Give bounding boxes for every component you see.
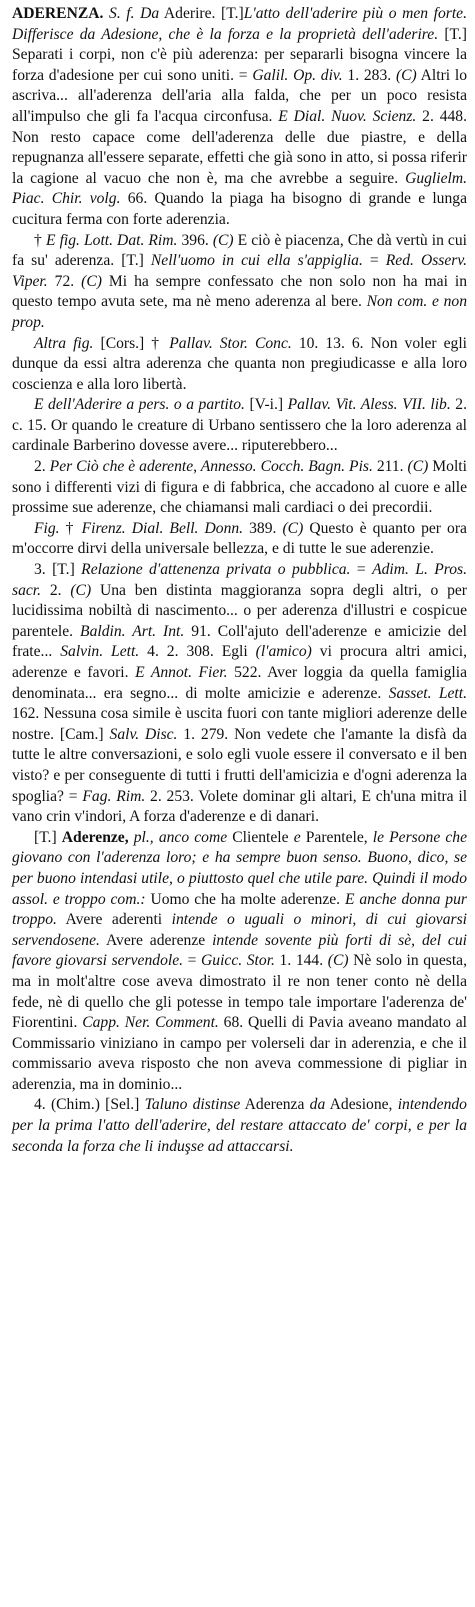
sense-3-paragraph: 3. [T.] Relazione d'attenenza privata o pubblica. = Adim. L. Pros. sacr. 2. (C) Una ben distinta maggioranza sopra degli altri, o per lucidissima nobiltà di nascimento... o per aderenza d'illustri e cospicue parentele. Baldin. Art. Int. 91. Coll'ajuto dell'aderenze e amicizie del frate... Salvin. Lett. 4. 2. 308. Egli (l'amico) vi procura altri amici, aderenze e favori. E Annot. Fier. 522. Aver loggia da quella famiglia denominata... era segno... di molte amicizie e aderenze. Sasset. Lett. 162. Nessuna cosa simile è uscita fuori con tante migliori aderenze delle nostre. [Cam.] Salv. Disc. 1. 279. Non vedete che l'amante la disfà da tutte le altre conversazioni, e solo egli vuole essere il conversato e il ben visto? e per conseguente di tutti i frutti dell'amicizia e d'ogni aderenza la spoglia? = Fag. Rim. 2. 253. Volete dominar gli altari, E ch'una mitra il vano crin v'indori, A forza d'aderenze e di danari. [12,561,468,826]
citation-source: Cocch. Bagn. Pis. [260,458,373,476]
citation-text: Non resto capace come dell'aderenza delle due piastre, e della repugnanza all'essere separate, effetti che già sono in atto, si possa riferir la cagione al vacuo che non è, ma che avrebbe a seguire. [12,128,467,187]
tag: [T.] [444,25,467,43]
citation-number: 2. 448. [422,107,467,125]
citation-source: Capp. Ner. Comment. [82,1014,219,1032]
citation-text: Nessuna cosa simile è uscita fuori con tante migliori aderenze delle nostre. [12,705,467,743]
aderire-paragraph [12,395,467,457]
citation-text: Quando la piaga ha bisogno di grande e lunga cucitura ferma con forte aderenzia. [12,190,467,228]
citation-source: Baldin. Art. Int. [80,622,185,640]
citation-source: Galil. Op. div. [252,66,343,84]
citation-text: vi procura altri amici, aderenze e favori. [12,643,467,681]
plural-paragraph: [T.] Aderenze, pl., anco come Clientele e Parentele, le Persone che giovano con l'aderenza loro; e ha sempre buon senso. Buono, dico, se per buono intendasi utile, o piuttosto quel che utile pare. Quindi il modo assol. e troppo com.: Uomo che ha molte aderenze. E anche donna pur troppo. Avere aderenti intende o uguali o minori, di cui giovarsi servendosene. Avere aderenze intende sovente più forti di sè, del cui favore giovarsi servendole. = Guicc. Stor. 1. 144. (C) Nè solo in questa, ma in molt'altre cose aveva dimostrato il re non tener conto nè della fede, nè di quello che gli potesse in tempo tale importare l'aderenza de' Fiorentini. Capp. Ner. Comment. 68. Quelli di Pavia aveano mandato al Commissario viniziano in campo per volerseli dar in aderenzia, e che il commissario aveva risposto che non aveva commessione di pigliar in aderenzia, ma in dominio... [12,828,468,1093]
citation-text: Non voler egli dunque da essi altra aderenza che quanta non pregiudicasse e alla loro coscienza e alla loro libertà. [12,334,467,393]
citation-number: 522. [234,664,262,681]
sense-number: 3. [34,561,46,579]
definition: Per Ciò che è aderente, Annesso. [49,458,257,476]
citation-text: Aver loggia da quella famiglia denominata... era segno... di molte amicizie e aderenze. [12,664,467,702]
usage-note: Non com. e non prop. [12,293,467,331]
citation-text: Una ben distinta maggioranza sopra degli altri, o per lucidissima nobiltà di nascimento... o per aderenza d'illustri e cospicue parentele. [12,581,468,640]
citation-number: 162. [12,705,40,723]
example: Avere aderenti [65,911,163,929]
altra-fig-paragraph: Altra fig. [Cors.] † Pallav. Stor. Conc. 10. 13. 6. Non voler egli dunque da essi altra aderenza che quanta non pregiudicasse e alla loro coscienza e alla loro libertà. [12,334,467,393]
sense-label: Altra fig. [34,334,94,352]
example: Avere aderenze [105,931,206,949]
entry-paragraph: ADERENZA. S. f. Da Aderire. [T.]L'atto dell'aderire più o men forte. Differisce da Adesione, che è la forza e la proprietà dell'aderire. [T.] Separati i corpi, non c'è più aderenza: per separarli bisogna vincere la forza d'adesione per cui sono uniti. = Galil. Op. div. 1. 283. (C) Altri lo ascriva... all'aderenza dell'aria alla falda, che per un poco resista all'impulso che gli fa l'acqua circonfusa. E Dial. Nuov. Scienz. 2. 448. Non resto capace come dell'aderenza delle due piastre, e della repugnanza all'essere separate, effetti che già sono in atto, si possa riferir la cagione al vacuo che non è, ma che avrebbe a seguire. Guglielm. Piac. Chir. volg. 66. Quando la piaga ha bisogno di grande e lunga cucitura ferma con forte aderenzia. [12,5,468,228]
citation-number: 4. 2. 308. [147,643,214,661]
citation-number: 66. [127,190,148,208]
citation-gloss: (l'amico) [255,643,312,661]
tag: [T.] [34,828,57,846]
citation-text: Coll'ajuto dell'aderenze e amicizie del frate... [12,622,467,661]
citation-number: 68. [223,1014,244,1032]
citation-text: E ciò è piacenza, Che dà vertù in cui fa su' aderenza. [12,231,467,270]
citation-text: Nè solo in questa, ma in molt'altre cose aveva dimostrato il re non tener conto nè della fede, nè di quello che gli potesse in tempo tale importare l'aderenza de' Fiorentini. [12,952,467,1032]
citation-source: Fag. Rim. [82,787,146,805]
citation-number: 389. [249,519,277,537]
citation-number: 1. 279. [183,725,229,743]
etymon: Aderire. [163,5,216,22]
definition: le Persone che giovano con l'aderenza loro; e ha sempre buon senso. Buono, dico, se per buono intendasi utile, o piuttosto quel che utile pare. Quindi il modo assol. e troppo com.: [12,828,468,908]
citation-number: 10. 13. 6. [298,334,364,352]
citation-text: Non vedete che l'amante la disfà da tutte le altre conversazioni, e solo egli vuole essere il conversato e il ben visto? e per conseguente di tutti i frutti dell'amicizia e d'ogni aderenza la spoglia? [12,725,467,805]
citation-text: Altri lo ascriva... all'aderenza dell'aria alla falda, che per un poco resista all'impulso che gli fa l'acqua circonfusa. [12,66,468,125]
citation-source: Guglielm. Piac. Chir. volg. [12,169,467,208]
tag: [Sel.] [105,1096,140,1114]
citation-source: Salvin. Lett. [60,643,140,661]
citation-text: Molti sono i differenti vizi di figura e di fabbrica, che accadono al cuore e alle prossime sue aderenze, che chiamansi mali cardiaci o dei precordii. [12,458,467,517]
sense-4-paragraph: 4. (Chim.) [Sel.] Taluno distinse Aderenza da Adesione, intendendo per la prima l'atto dell'aderire, del restare attaccato de' corpi, e per la seconda la forza che li induşse ad attaccarsi. [12,1096,467,1155]
definition: L'atto dell'aderire più o men forte. Differisce da Adesione, che è la forza e la proprietà dell'aderire. [12,5,467,43]
citation-source: Salv. Disc. [109,725,178,743]
grammar-label: pl., [133,828,154,846]
sense-number: 2. [34,458,46,476]
tag: (Chim.) [50,1096,100,1114]
citation-source: Pallav. Vit. Aless. VII. lib. [287,396,451,414]
sense-2-paragraph: 2. Per Ciò che è aderente, Annesso. Cocch. Bagn. Pis. 211. (C) Molti sono i differenti vizi di figura e di fabbrica, che accadono al cuore e alle prossime sue aderenze, che chiamansi mali cardiaci o dei precordii. [12,458,467,517]
sense-label: E fig. [46,231,80,249]
sense-label: E dell'Aderire a pers. o a partito. [34,396,245,414]
citation-source: Adim. L. Pros. sacr. [12,561,468,599]
citation-number: 2. [49,581,62,599]
citation-source: Red. Osserv. Viper. [12,252,467,290]
citation-text: Separati i corpi, non c'è più aderenza: per separarli bisogna vincere la forza d'adesione per cui sono uniti. [12,46,467,84]
citation-text: Volete dominar gli altari, E ch'una mitra il vano crin v'indori, A forza d'aderenze e di danari. [12,787,468,826]
tag: [Cors.] [100,334,145,352]
example: Uomo che ha molte aderenze. [150,890,341,908]
citation-source: Firenz. Dial. Bell. Donn. [81,519,244,537]
headword: ADERENZA. [12,5,104,22]
definition: intendendo per la prima l'atto dell'aderire, del restare attaccato de' corpi, e per la seconda la forza che li induşse ad attaccarsi. [12,1096,467,1155]
citation-source: Guicc. Stor. [201,952,275,970]
sense-number: 4. [34,1096,46,1114]
figurative-paragraph: † E fig. Lott. Dat. Rim. 396. (C) E ciò è piacenza, Che dà vertù in cui fa su' aderenza. [T.] Nell'uomo in cui ella s'appiglia. = Red. Osserv. Viper. 72. (C) Mi ha sempre confessato che non solo non ha mai in questo tempo avuta sete, ma nè meno aderenza al bere. Non com. e non prop. [12,231,468,331]
citation-source: Pallav. Stor. Conc. [169,334,292,352]
tag: [T.] [221,5,244,22]
citation-number: 1. 283. [347,66,392,84]
citation-number: 2. c. 15. [12,396,467,434]
citation-source: Sasset. Lett. [388,684,467,702]
tag: [V-i.] [249,396,284,414]
citation-text: Or quando le creature di Urbano sentissero che la loro aderenza al cardinale Barberino dovesse avere... riputerebbero... [12,416,467,455]
grammar-label: S. f. [109,5,135,22]
citation-text: Mi ha sempre confessato che non solo non ha mai in questo tempo avuta sete, ma nè meno aderenza al bere. [12,272,468,311]
citation-number: 72. [54,272,75,290]
tag: [T.] [52,561,75,579]
citation-number: 396. [181,231,209,249]
plural-headword: Aderenze, [61,828,129,846]
citation-source: E Dial. Nuov. Scienz. [278,107,417,125]
citation-text: Questo è quanto per ora m'occorre dirvi della universale bellezza, e di tutte le sue aderenzie. [12,519,467,558]
tag: [T.] [121,252,144,270]
citation-text: Quelli di Pavia aveano mandato al Commissario viniziano in campo per volerseli dar in aderenzia, e che il commissario aveva risposto che non aveva commessione di pigliar in aderenzia, ma in dominio... [12,1014,467,1093]
tag: [Cam.] [59,725,104,743]
sense-label: Fig. [34,519,60,537]
definition: Nell'uomo in cui ella s'appiglia. [150,252,363,270]
fig-2-paragraph: Fig. † Firenz. Dial. Bell. Donn. 389. (C) Questo è quanto per ora m'occorre dirvi della universale bellezza, e di tutte le sue aderenzie. [12,519,467,558]
citation-number: 91. [191,622,211,640]
citation-number: 2. 253. [150,787,194,805]
citation-source: Lott. Dat. Rim. [83,231,178,249]
citation-number: 1. 144. [279,952,324,970]
definition: Relazione d'attenenza privata o pubblica. [81,561,351,579]
citation-source: E Annot. Fier. [135,664,228,681]
citation-text: Egli [221,643,248,661]
citation-number: 211. [376,458,404,476]
